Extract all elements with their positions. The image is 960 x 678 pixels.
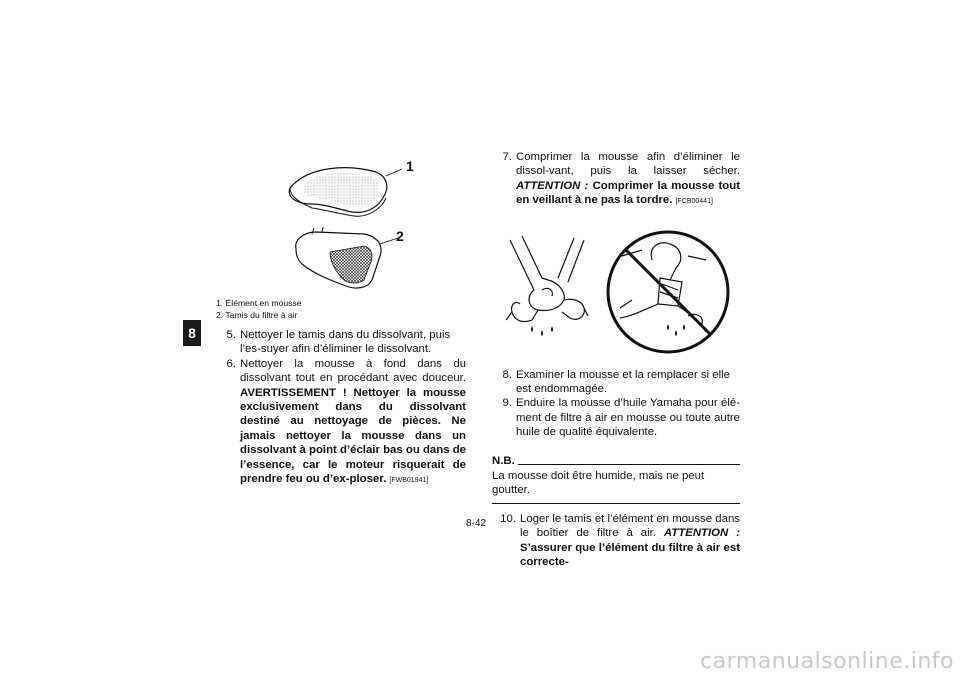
step-6 (216, 357, 466, 489)
squeeze-illustration (492, 220, 740, 360)
drips-left (531, 326, 553, 336)
note-end-rule (492, 503, 740, 504)
step-text: Examiner la mousse et la remplacer si elle est endommagée. (516, 368, 730, 396)
callout-1: 1 (406, 158, 414, 174)
step-text: Enduire la mousse d’huile Yamaha pour élé-ment de filtre à air en mousse ou toute autre huile de qualité équivalente. (516, 397, 740, 439)
note-label: N.B. (492, 454, 515, 467)
note-text: La mousse doit être humide, mais ne peut goutter. (492, 470, 705, 497)
correct-squeeze-drawing (506, 236, 588, 322)
attention-label: ATTENTION : (516, 179, 589, 192)
note-rule (518, 464, 740, 465)
step-number: 9. (502, 397, 512, 410)
attention-label: ATTENTION : (663, 527, 740, 540)
step-text: Comprimer la mousse afin d’éliminer le dissol-vant, puis la laisser sécher. (516, 151, 740, 178)
air-filter-illustration (268, 152, 418, 297)
step-number: 10. (500, 512, 516, 525)
step-10 (492, 512, 740, 570)
attention-text: S’assurer que l’élément du filtre à air est correcte- (520, 541, 740, 569)
step-5 (216, 328, 466, 357)
callout-2: 2 (396, 228, 404, 244)
caption-foam-element: 1. Élément en mousse (216, 298, 302, 308)
foam-element-shape (289, 168, 387, 217)
step-8 (492, 368, 740, 397)
watermark: carmanualsonline.info (700, 649, 954, 674)
squeeze-figure (492, 220, 740, 360)
warning-code: [FWB01941] (389, 477, 429, 485)
drips-right (667, 324, 685, 336)
prohibition-sign-icon (608, 232, 728, 352)
step-number: 7. (502, 151, 512, 163)
warning-text: AVERTISSEMENT ! Nettoyer la mousse exclusivement dans du dissolvant destiné au nettoyage de pièces. Ne jamais nettoyer la mousse dans un dissolvant à point d’éclair bas ou dans de l’essence, car le moteur risquerait de prendre feu ou d’ex-ploser. (240, 386, 466, 486)
step-number: 5. (226, 329, 236, 341)
attention-text: Comprimer la mousse tout en veillant à ne pas la tordre. (516, 179, 741, 207)
step-number: 8. (502, 368, 512, 381)
step-text: Nettoyer la mousse à fond dans du dissolvant tout en procédant avec douceur. (240, 357, 466, 385)
note-box (492, 454, 740, 504)
step-9 (492, 396, 740, 439)
caption-filter-screen: 2. Tamis du filtre à air (216, 309, 298, 320)
chapter-tab: 8 (183, 320, 201, 346)
air-filter-figure (268, 152, 418, 297)
figure-captions (216, 298, 302, 321)
step-number: 6. (226, 357, 236, 370)
filter-screen-shape (296, 227, 381, 288)
attention-code: [FCB00441] (675, 198, 713, 206)
left-column (216, 328, 466, 488)
right-column (492, 150, 740, 570)
page-number: 8-42 (466, 518, 487, 529)
step-text: Nettoyer le tamis dans du dissolvant, puis l’es-suyer afin d’éliminer le dissolvant. (240, 329, 451, 356)
step-text: Loger le tamis et l’élément en mousse dans le boîtier de filtre à air. (520, 512, 740, 540)
step-7 (492, 150, 740, 210)
